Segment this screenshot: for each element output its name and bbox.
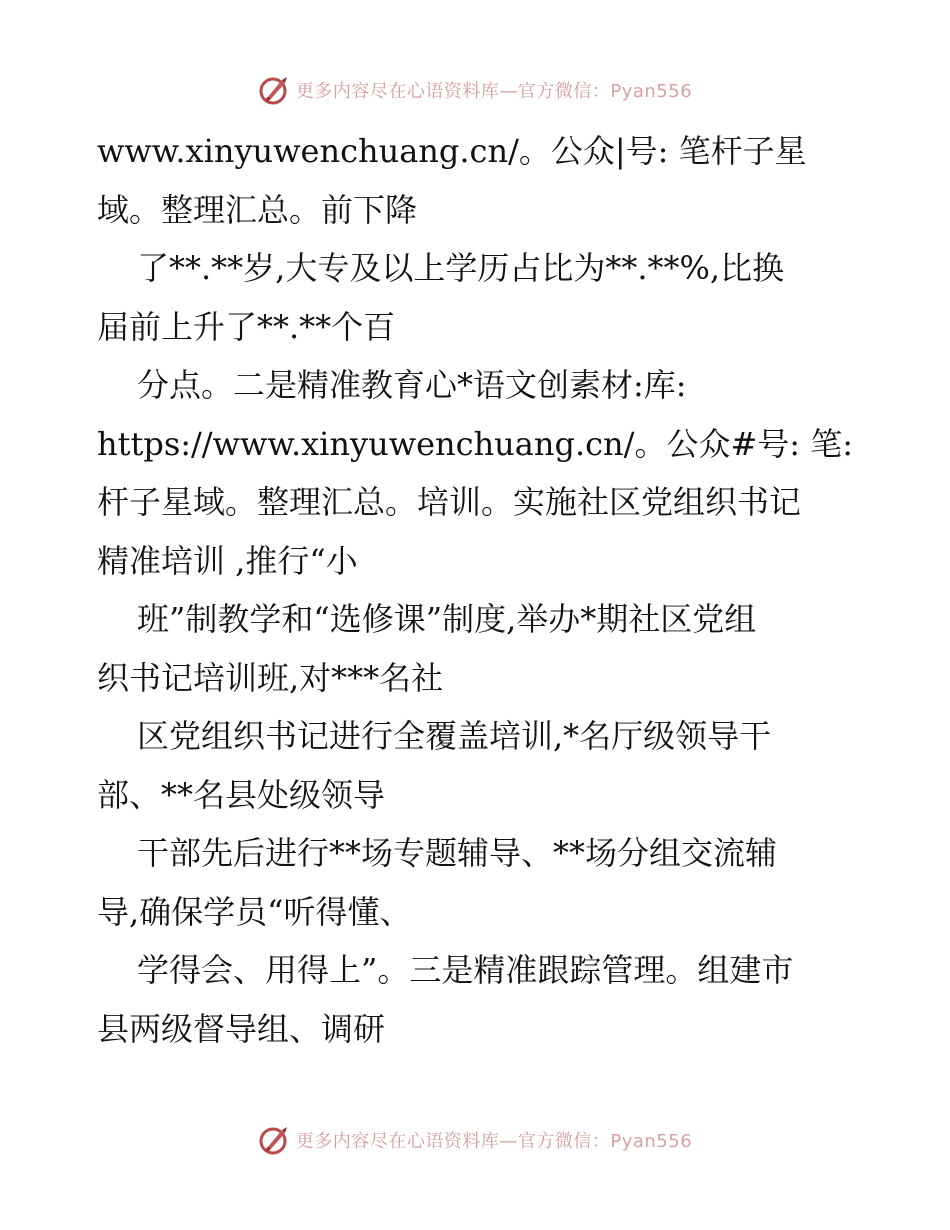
- text-line: 学得会、用得上”。三是精准跟踪管理。组建市: [137, 951, 794, 989]
- text-line: 县两级督导组、调研: [97, 1009, 386, 1048]
- text-line: 导,确保学员“听得懂、: [97, 892, 412, 931]
- text-line: 域。整理汇总。前下降: [97, 190, 418, 229]
- quill-pen-logo-icon: [258, 1124, 290, 1156]
- text-line: 届前上升了**.**个百: [97, 307, 396, 346]
- text-line: 干部先后进行**场专题辅导、**场分组交流辅: [137, 834, 778, 872]
- text-line: 杆子星域。整理汇总。培训。实施社区党组织书记: [97, 483, 802, 521]
- header-watermark: [0, 70, 950, 110]
- text-line: https://www.xinyuwenchuang.cn/。公众#号: 笔:: [97, 424, 853, 463]
- watermark-text: 更多内容尽在心语资料库—官方微信：Pyan556: [295, 81, 693, 102]
- text-line: 分点。二是精准教育心*语文创素材:库:: [137, 366, 687, 404]
- watermark-text: 更多内容尽在心语资料库—官方微信：Pyan556: [295, 1131, 693, 1152]
- footer-watermark: [0, 1120, 950, 1160]
- text-line: 精准培训 ,推行“小: [97, 541, 358, 580]
- text-line: www.xinyuwenchuang.cn/。公众|号: 笔杆子星: [97, 132, 807, 170]
- text-line: 区党组织书记进行全覆盖培训,*名厅级领导干: [137, 717, 772, 755]
- quill-pen-logo-icon: [258, 74, 290, 106]
- text-line: 织书记培训班,对***名社: [97, 658, 444, 697]
- document-body: [97, 122, 867, 1058]
- text-line: 班”制教学和“选修课”制度,举办*期社区党组: [137, 600, 757, 638]
- text-line: 了**.**岁,大专及以上学历占比为**.**%,比换: [137, 249, 785, 287]
- text-line: 部、**名县处级领导: [97, 775, 386, 814]
